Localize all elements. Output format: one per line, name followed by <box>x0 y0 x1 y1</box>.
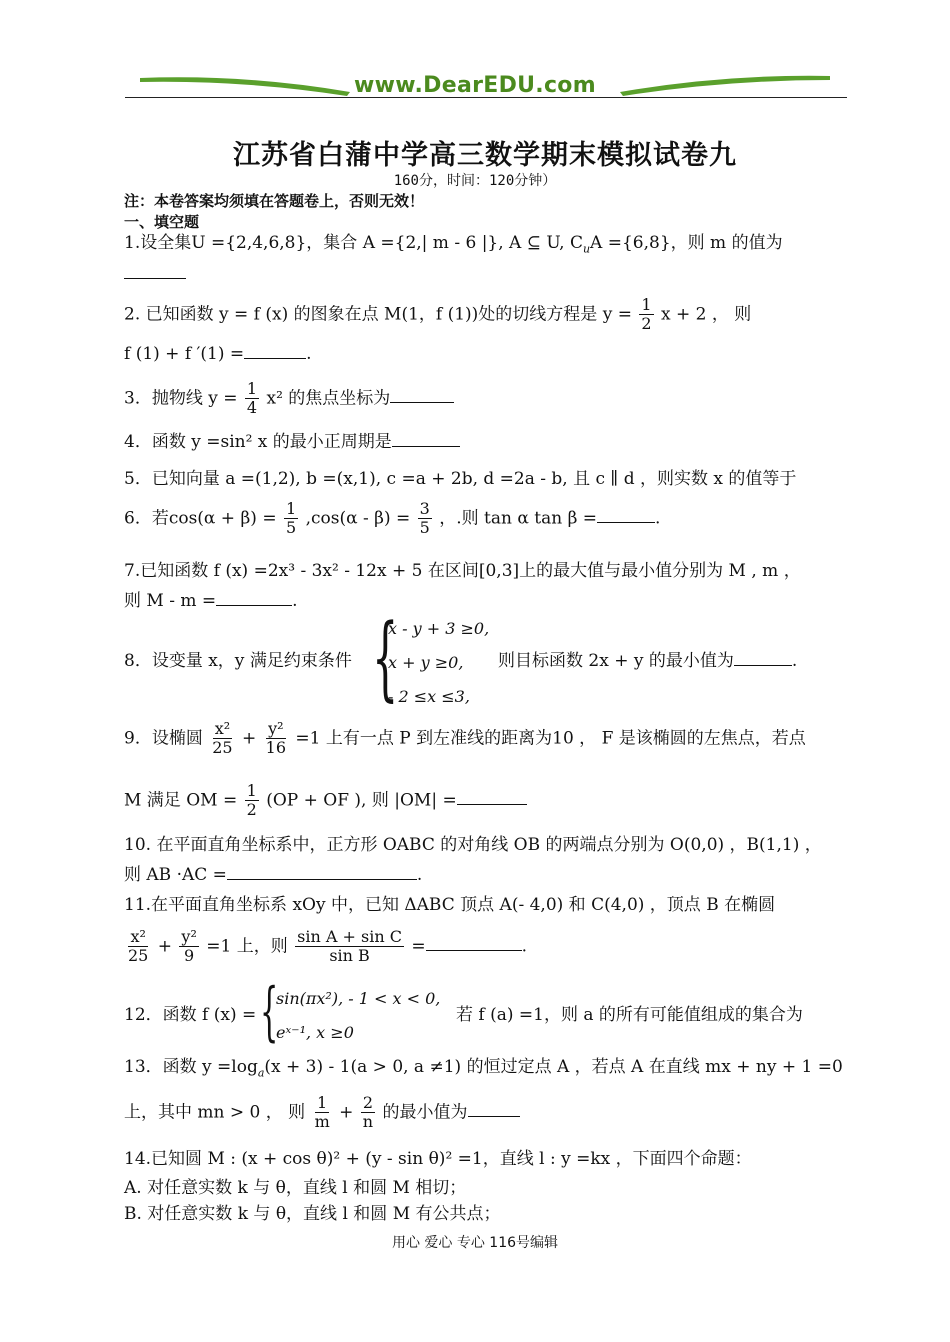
fraction-numerator: x² <box>214 719 231 738</box>
question-1-subscript: u <box>582 242 591 256</box>
fraction-denominator: m <box>314 1112 330 1132</box>
question-10-text: 10. 在平面直角坐标系中，正方形 OABC 的对角线 OB 的两端点分别为 O(0,0) ，B(1,1) ， <box>124 835 822 855</box>
question-14-option-a <box>124 1178 854 1199</box>
question-13-line-2 <box>124 1094 854 1132</box>
fraction-denominator: 5 <box>419 518 430 538</box>
question-2-line-2 <box>124 344 854 365</box>
answer-blank-2[interactable] <box>244 357 306 359</box>
fraction-numerator: x² <box>130 927 146 946</box>
question-9-text-b: =1 上有一点 P 到左准线的距离为10 ， F 是该椭圆的左焦点，若点 <box>295 728 806 749</box>
fraction-numerator: y² <box>181 927 197 946</box>
question-12-text: 12．函数 f (x) = <box>124 1005 257 1025</box>
piece-2: eˣ⁻¹, x ≥0 <box>276 1023 354 1042</box>
fraction <box>210 720 234 758</box>
period: . <box>306 344 312 364</box>
fraction-denominator: 4 <box>246 398 258 418</box>
option-b-text: B. 对任意实数 k 与 θ，直线 l 和圆 M 有公共点； <box>124 1204 501 1224</box>
fraction-denominator: 9 <box>184 946 195 966</box>
question-6 <box>124 500 854 538</box>
question-13-text-c: 上，其中 mn > 0 ， 则 <box>124 1102 306 1123</box>
question-11-text-c: = <box>411 936 426 957</box>
fraction-numerator: y² <box>268 719 284 738</box>
period: . <box>416 865 423 885</box>
fraction-denominator: 25 <box>128 946 149 966</box>
question-12-tail <box>456 1005 856 1026</box>
question-3-text-b: x² 的焦点坐标为 <box>266 388 391 409</box>
notice-text: 注：本卷答案均须填在答题卷上，否则无效！ <box>124 192 425 210</box>
question-2 <box>124 296 854 334</box>
piecewise-brace: { <box>260 975 279 1049</box>
question-4 <box>124 432 854 453</box>
constraint-1: x - y + 3 ≥0, <box>388 619 490 638</box>
answer-blank-13[interactable] <box>468 1115 520 1117</box>
question-6-text: 6．若cos(α + β) = <box>124 508 277 529</box>
question-8-tail <box>498 651 858 672</box>
fraction-denominator: 5 <box>285 518 297 538</box>
question-7-line-2 <box>124 591 854 612</box>
question-9-text-c: M 满足 OM = <box>124 790 238 811</box>
exam-info: 160分，时间：120分钟） <box>393 173 557 189</box>
section-heading: 一、填空题 <box>124 213 200 231</box>
constraint-system <box>388 612 489 714</box>
question-12-text-b: 若 f (a) =1，则 a 的所有可能值组成的集合为 <box>456 1005 803 1025</box>
constraint-3: - 2 ≤x ≤3, <box>388 687 470 706</box>
system-brace: { <box>372 604 399 711</box>
fraction <box>245 380 259 418</box>
question-6-text-b: ,cos(α - β) = <box>305 508 411 529</box>
period: . <box>521 936 528 957</box>
fraction <box>418 500 432 538</box>
fraction <box>264 720 288 758</box>
fraction <box>361 1094 375 1132</box>
fraction-denominator: 25 <box>212 738 233 758</box>
fraction-numerator: 1 <box>641 295 652 314</box>
fraction <box>179 928 198 966</box>
question-11-text-b: =1 上，则 <box>206 936 288 957</box>
fraction-denominator: 16 <box>265 738 287 758</box>
question-11-line-2 <box>124 928 854 966</box>
period: . <box>655 508 661 529</box>
question-10-line-2 <box>124 865 854 886</box>
fraction <box>126 928 150 966</box>
page-title: 江苏省白蒲中学高三数学期末模拟试卷九 <box>233 140 737 171</box>
plus-sign: + <box>242 728 257 749</box>
answer-blank-8[interactable] <box>734 664 792 666</box>
question-1-text-b: A ={6,8}，则 m 的值为 <box>590 233 783 253</box>
fraction <box>313 1094 332 1132</box>
question-2-expr: f (1) + f ′(1) = <box>124 344 245 364</box>
fraction-numerator: 3 <box>419 499 430 518</box>
fraction-numerator: 2 <box>362 1093 374 1112</box>
question-3-text: 3．抛物线 y = <box>124 388 238 409</box>
question-14-option-b <box>124 1204 854 1225</box>
answer-blank-1[interactable] <box>124 277 186 279</box>
question-7-text-b: 则 M - m = <box>124 591 217 611</box>
question-9-text-d: (OP + OF ), 则 |OM| = <box>266 790 457 811</box>
question-7-text: 7.已知函数 f (x) =2x³ - 3x² - 12x + 5 在区间[0,3]上的最大值与最小值分别为 M , m ， <box>124 561 801 581</box>
period: . <box>791 651 798 671</box>
fraction-denominator: 2 <box>246 800 257 820</box>
fraction-denominator: 2 <box>641 314 652 334</box>
question-9 <box>124 720 854 758</box>
fraction <box>245 782 259 820</box>
question-1-text: 1.设全集U ={2,4,6,8}，集合 A ={2,| m - 6 |}, A ⊆ U, C <box>124 233 583 253</box>
question-8-text-b: 则目标函数 2x + y 的最小值为 <box>498 651 734 671</box>
period: . <box>292 591 298 611</box>
question-11-text: 11.在平面直角坐标系 xOy 中，已知 ΔABC 顶点 A(- 4,0) 和 C(4,0) ，顶点 B 在椭圆 <box>124 895 776 915</box>
question-9-text: 9．设椭圆 <box>124 728 203 749</box>
piece-1: sin(πx²), - 1 < x < 0, <box>276 989 441 1008</box>
log-base: a <box>257 1066 265 1080</box>
page-footer: 用心 爱心 专心 116号编辑 <box>391 1235 559 1251</box>
answer-blank-7[interactable] <box>216 604 292 606</box>
question-5 <box>124 469 854 490</box>
question-4-text: 4．函数 y =sin² x 的最小正周期是 <box>124 432 392 452</box>
question-1 <box>124 233 854 256</box>
plus-sign: + <box>157 936 173 957</box>
header-rule <box>125 97 847 98</box>
fraction <box>295 928 404 966</box>
question-6-text-c: ，.则 tan α tan β = <box>439 508 598 529</box>
question-14-text: 14.已知圆 M : (x + cos θ)² + (y - sin θ)² =1，直线 l : y =kx ，下面四个命题： <box>124 1149 752 1169</box>
question-13 <box>124 1057 854 1080</box>
fraction-numerator: 1 <box>285 499 297 518</box>
question-2-text-b: x + 2 ， 则 <box>660 304 752 325</box>
fraction-denominator: sin B <box>329 946 370 966</box>
answer-blank-3[interactable] <box>390 401 454 403</box>
site-logo-text: www.DearEDU.com <box>354 73 596 98</box>
fraction-numerator: 1 <box>246 379 258 398</box>
fraction <box>284 500 298 538</box>
answer-blank-11[interactable] <box>426 949 522 951</box>
answer-blank-4[interactable] <box>392 445 460 447</box>
question-13-text-d: 的最小值为 <box>382 1102 468 1123</box>
fraction-numerator: sin A + sin C <box>297 927 402 946</box>
fraction-numerator: 1 <box>317 1093 328 1112</box>
question-5-text: 5．已知向量 a =(1,2), b =(x,1), c =a + 2b, d =2a - b, 且 c ∥ d ，则实数 x 的值等于 <box>124 469 797 489</box>
question-11 <box>124 895 854 916</box>
question-8-text: 8．设变量 x，y 满足约束条件 <box>124 651 352 671</box>
fraction-denominator: n <box>362 1112 374 1132</box>
question-3 <box>124 380 854 418</box>
constraint-2: x + y ≥0, <box>388 653 464 672</box>
question-2-text: 2. 已知函数 y = f (x) 的图象在点 M(1，f (1))处的切线方程是 y = <box>124 304 632 325</box>
question-13-text: 13．函数 y =log <box>124 1057 258 1077</box>
fraction <box>639 296 653 334</box>
option-a-text: A. 对任意实数 k 与 θ，直线 l 和圆 M 相切； <box>124 1178 467 1198</box>
plus-sign: + <box>339 1102 354 1123</box>
answer-blank-10[interactable] <box>227 878 417 880</box>
fraction-numerator: 1 <box>246 781 257 800</box>
question-9-line-2 <box>124 782 854 820</box>
question-10-text-b: 则 AB ·AC = <box>124 865 227 885</box>
question-7 <box>124 561 854 582</box>
question-14 <box>124 1149 854 1170</box>
piecewise-function <box>276 982 440 1050</box>
question-10 <box>124 835 854 856</box>
question-13-text-b: (x + 3) - 1(a > 0, a ≠1) 的恒过定点 A ，若点 A 在直线 mx + ny + 1 =0 <box>264 1057 843 1077</box>
answer-blank-6[interactable] <box>597 521 655 523</box>
answer-blank-9[interactable] <box>457 803 527 805</box>
